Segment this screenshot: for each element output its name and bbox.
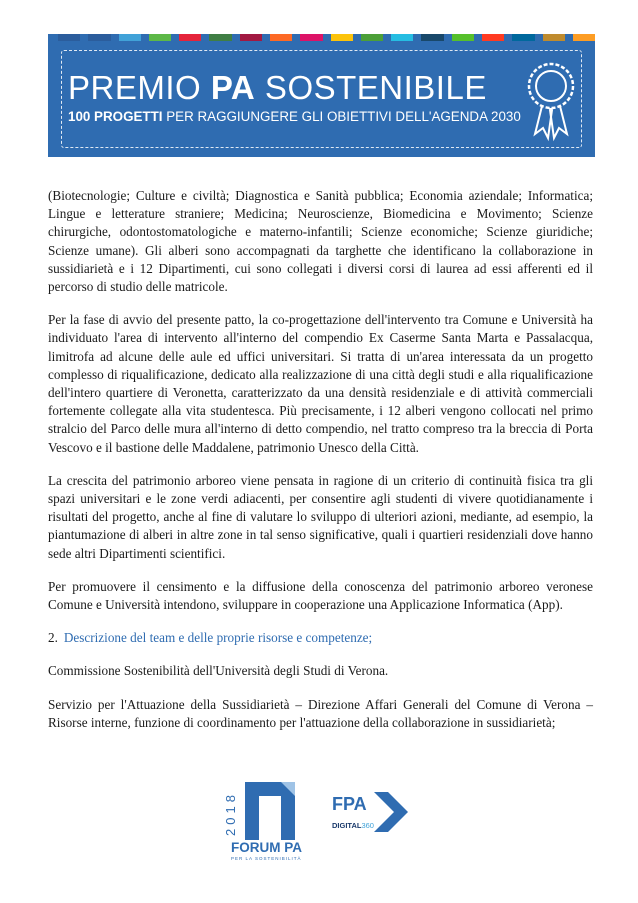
sdg-color-block [361, 34, 383, 41]
sdg-color-block [452, 34, 474, 41]
sdg-color-strip [48, 34, 595, 41]
paragraph-departments: (Biotecnologie; Culture e civiltà; Diagnostica e Sanità pubblica; Economia aziendale; Informatica; Lingue e letterature straniere; Medicina; Neuroscienze, Biomedicina e Movimento; Scienze chirurgiche, odontostomatologiche e materno-infantili; Scienze economiche; Scienze giuridiche; Scienze umane). Gli alberi sono accompagnati da targhette che identificano la collaborazione in sussidiarietà e i 12 Dipartimenti, cui sono collegati i diversi corsi di laurea ad essi afferenti ed il percorso di studio delle matricole. [48, 188, 593, 295]
section-heading [48, 629, 593, 647]
sdg-color-block [421, 34, 443, 41]
section-title: Descrizione del team e delle proprie risorse e competenze; [63, 630, 373, 646]
paragraph-commission: Commissione Sostenibilità dell'Università degli Studi di Verona. [48, 663, 389, 679]
fpa-tag-part2: 360 [361, 821, 374, 830]
sdg-color-block [119, 34, 141, 41]
banner-title-part2: PA [210, 69, 256, 106]
banner-title [68, 71, 487, 104]
document-body [48, 187, 593, 747]
sdg-color-block [270, 34, 292, 41]
sdg-color-block [240, 34, 262, 41]
banner-subtitle-part1: 100 PROGETTI [68, 109, 163, 124]
sdg-color-block [209, 34, 231, 41]
forum-pa-logo [225, 772, 305, 862]
sdg-color-block [179, 34, 201, 41]
award-rosette-icon [521, 50, 581, 148]
forum-year: 2018 [223, 791, 238, 836]
sdg-color-block [573, 34, 595, 41]
fpa-name: FPA [332, 794, 367, 814]
fpa-digital360-logo [330, 790, 410, 840]
forum-name: FORUM PA [231, 840, 302, 855]
sdg-color-block [58, 34, 80, 41]
sdg-color-block [543, 34, 565, 41]
sdg-color-block [512, 34, 534, 41]
paragraph-intervention-area: Per la fase di avvio del presente patto, la co-progettazione dell'intervento tra Comune e Università ha individuato l'area di intervento all'interno del compendio Ex Caserme Santa Marta e Passalacqua, limitrofa ad alcune delle aule ed uffici universitari. Si tratta di un'area interessata da un progetto complesso di riqualificazione, dedicato alla realizzazione di una città degli studi e alla riqualificazione dell'intero quartiere di Veronetta, caratterizzato da una densità residenziale e di attività commerciali fortemente collegate alla vita studentesca. Più precisamente, i 12 alberi vengono collocati nel primo stralcio del Parco delle mura all'interno di detto compendio, nel tratto compreso tra la breccia di Porta Vescovo e il bastione delle Maddalene, patrimonio Unesco della Città. [48, 312, 593, 455]
svg-text:DIGITAL360 [332, 821, 374, 830]
paragraph-app: Per promuovere il censimento e la diffusione della conoscenza del patrimonio arboreo veronese Comune e Università intendono, sviluppare in cooperazione una Applicazione Informatica (App). [48, 578, 593, 613]
sdg-color-block [391, 34, 413, 41]
fpa-tag-part1: DIGITAL [332, 821, 362, 830]
sdg-color-block [300, 34, 322, 41]
paragraph-service: Servizio per l'Attuazione della Sussidiarietà – Direzione Affari Generali del Comune di Verona – Risorse interne, funzione di coordinamento per l'attuazione della collaborazione in sussidiarietà; [48, 696, 593, 730]
banner-subtitle [68, 110, 521, 123]
paragraph-growth: La crescita del patrimonio arboreo viene pensata in ragione di un criterio di continuità fisica tra gli spazi universitari e le zone verdi adiacenti, per consentire agli studenti di vivere quotidianamente i risultati del progetto, anche al fine di valutare lo sviluppo di ulteriori azioni, mediante, ad esempio, la piantumazione di alberi in altre zone in tal senso significative, quali i quartieri residenziali dove hanno sede altri Dipartimenti scientifici. [48, 472, 593, 561]
forum-tagline: PER LA SOSTENIBILITÀ [231, 856, 302, 861]
sdg-color-block [88, 34, 110, 41]
sdg-color-block [149, 34, 171, 41]
banner-title-part3: SOSTENIBILE [255, 69, 487, 106]
header-banner [48, 34, 595, 157]
sdg-color-block [482, 34, 504, 41]
sdg-color-block [331, 34, 353, 41]
section-number: 2. [48, 630, 58, 646]
banner-title-part1: PREMIO [68, 69, 211, 106]
banner-subtitle-part2: PER RAGGIUNGERE GLI OBIETTIVI DELL'AGENDA 2030 [162, 109, 521, 124]
